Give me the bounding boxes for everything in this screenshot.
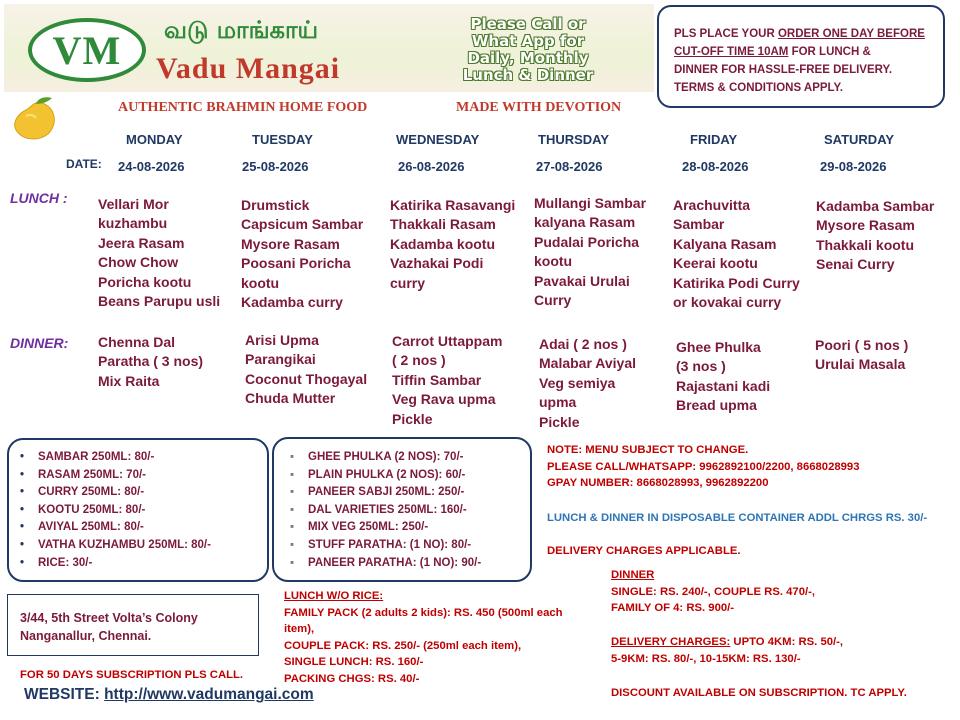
- menu-item: Keerai kootu: [673, 255, 758, 272]
- mango-icon: [8, 96, 64, 142]
- address-line: 3/44, 5th Street Volta’s Colony: [20, 611, 198, 625]
- lunch-monday: [98, 195, 220, 311]
- menu-item: Kadamba Sambar: [816, 198, 935, 214]
- address-box: [7, 594, 259, 656]
- menu-item: Sambar: [673, 216, 725, 233]
- list-item: • RICE: 30/-: [18, 555, 211, 573]
- lunch-wo-rice-title: LUNCH W/O RICE:: [284, 590, 384, 602]
- delivery-line: 5-9KM: RS. 80/-, 10-15KM: RS. 130/-: [611, 652, 801, 665]
- delivery-charges-block: [611, 634, 843, 667]
- dinner-monday: [98, 333, 203, 391]
- price-line: SINGLE: RS. 240/-, COUPLE RS. 470/-,: [611, 585, 816, 598]
- note-line: NOTE: MENU SUBJECT TO CHANGE.: [547, 444, 749, 456]
- menu-item: Katirika Rasavangi: [390, 197, 516, 213]
- lunch-friday: [673, 196, 800, 312]
- date-monday: 24-08-2026: [118, 159, 185, 174]
- day-saturday: SATURDAY: [824, 132, 895, 147]
- menu-item: Curry: [534, 292, 572, 309]
- list-item: ▪ MIX VEG 250ML: 250/-: [288, 519, 481, 537]
- price-line: FAMILY OF 4: RS. 900/-: [611, 602, 735, 614]
- menu-item: Malabar Aviyal: [539, 355, 637, 372]
- date-friday: 28-08-2026: [682, 159, 749, 174]
- day-monday: MONDAY: [126, 132, 183, 147]
- menu-item: Pudalai Poricha: [534, 233, 640, 250]
- menu-item: Capsicum Sambar: [241, 216, 364, 233]
- call-line: Lunch & Dinner: [462, 66, 594, 84]
- notice-emphasis: CUT-OFF TIME 10AM: [674, 46, 789, 58]
- list-item: ▪ PANEER SABJI 250ML: 250/-: [288, 484, 481, 502]
- menu-item: Chow Chow: [98, 254, 179, 271]
- list-item: • VATHA KUZHAMBU 250ML: 80/-: [18, 537, 211, 555]
- list-item: • KOOTU 250ML: 80/-: [18, 502, 211, 520]
- menu-item: ( 2 nos ): [392, 352, 446, 369]
- menu-item: Senai Curry: [816, 256, 895, 273]
- menu-item: Pickle: [539, 413, 580, 430]
- call-line: Please Call or: [470, 15, 586, 33]
- menu-item: kuzhambu: [98, 215, 168, 232]
- price-line: item),: [284, 623, 315, 635]
- website-line: [24, 686, 314, 704]
- delivery-charges-title: DELIVERY CHARGES:: [611, 636, 731, 648]
- lunch-saturday: [816, 197, 934, 275]
- date-saturday: 29-08-2026: [820, 159, 887, 174]
- menu-item: Poricha kootu: [98, 273, 192, 290]
- menu-item: Vellari Mor: [98, 196, 169, 212]
- menu-item: Veg semiya: [539, 374, 616, 391]
- lunch-wednesday: [390, 196, 515, 293]
- delivery-charge-text: UPTO 4KM: RS. 50/-,: [730, 636, 844, 648]
- list-item: ▪ STUFF PARATHA: (1 NO): 80/-: [288, 537, 481, 555]
- menu-item: upma: [539, 394, 577, 411]
- menu-item: curry: [390, 274, 426, 291]
- menu-item: Kadamba curry: [241, 294, 343, 311]
- menu-item: Poori ( 5 nos ): [815, 337, 909, 353]
- price-line: SINGLE LUNCH: RS. 160/-: [284, 656, 424, 668]
- menu-item: Bread upma: [676, 397, 757, 414]
- menu-item: Thakkali kootu: [816, 236, 915, 253]
- menu-item: Urulai Masala: [815, 356, 906, 373]
- menu-item: Veg Rava upma: [392, 391, 496, 408]
- menu-item: Kadamba kootu: [390, 235, 496, 252]
- notice-line: [674, 25, 933, 43]
- list-item: • CURRY 250ML: 80/-: [18, 484, 211, 502]
- addons-list-left: [18, 449, 211, 572]
- addons-list-right: [288, 449, 481, 572]
- list-item: ▪ PLAIN PHULKA (2 NOS): 60/-: [288, 467, 481, 485]
- list-item: • SAMBAR 250ML: 80/-: [18, 449, 211, 467]
- container-note: LUNCH & DINNER IN DISPOSABLE CONTAINER ADDL CHRGS RS. 30/-: [547, 512, 928, 524]
- dinner-thursday: [539, 335, 636, 432]
- list-item: ▪ DAL VARIETIES 250ML: 160/-: [288, 502, 481, 520]
- banner: [4, 4, 654, 92]
- menu-item: Paratha ( 3 nos): [98, 353, 204, 370]
- tagline-devotion: MADE WITH DEVOTION: [456, 100, 622, 115]
- call-line: What App for: [471, 32, 585, 50]
- dinner-friday: [676, 338, 770, 416]
- delivery-line: [611, 634, 843, 651]
- menu-item: Katirika Podi Curry: [673, 274, 800, 291]
- menu-item: Drumstick: [241, 197, 310, 213]
- notice-text: PLS PLACE YOUR: [674, 28, 778, 40]
- tamil-brand-name: வடு மாங்காய்: [164, 16, 319, 44]
- menu-item: Carrot Uttappam: [392, 333, 503, 349]
- day-friday: FRIDAY: [690, 132, 738, 147]
- call-banner-text: [440, 16, 616, 84]
- delivery-note: DELIVERY CHARGES APPLICABLE.: [547, 545, 741, 557]
- menu-item: Arisi Upma: [245, 332, 319, 348]
- lunch-label: LUNCH :: [10, 190, 68, 206]
- price-line: PACKING CHGS: RS. 40/-: [284, 672, 420, 685]
- list-item: ▪ PANEER PARATHA: (1 NO): 90/-: [288, 555, 481, 573]
- menu-item: Jeera Rasam: [98, 234, 185, 251]
- dinner-label: DINNER:: [10, 335, 69, 351]
- menu-item: kootu: [534, 253, 573, 270]
- price-line: COUPLE PACK: RS. 250/- (250ml each item),: [284, 639, 522, 652]
- date-wednesday: 26-08-2026: [398, 159, 465, 174]
- notice-emphasis: ORDER ONE DAY BEFORE: [777, 28, 925, 40]
- call-line: Daily, Monthly: [467, 49, 589, 67]
- dinner-tuesday: [245, 331, 367, 409]
- date-tuesday: 25-08-2026: [242, 159, 309, 174]
- menu-item: kalyana Rasam: [534, 214, 636, 231]
- menu-item: Mix Raita: [98, 372, 160, 389]
- menu-item: Kalyana Rasam: [673, 235, 777, 252]
- tagline-authentic: AUTHENTIC BRAHMIN HOME FOOD: [118, 100, 368, 115]
- dinner-wednesday: [392, 332, 502, 429]
- menu-item: Pickle: [392, 410, 433, 427]
- menu-item: (3 nos ): [676, 358, 726, 375]
- date-thursday: 27-08-2026: [536, 159, 603, 174]
- website-link[interactable]: http://www.vadumangai.com: [104, 686, 314, 703]
- menu-item: Rajastani kadi: [676, 377, 771, 394]
- website-label: WEBSITE:: [24, 686, 105, 703]
- menu-item: Parangikai: [245, 351, 316, 368]
- price-line: FAMILY PACK (2 adults 2 kids): RS. 450 (500ml each: [284, 606, 563, 619]
- notice-line: [674, 43, 933, 61]
- menu-item: Tiffin Sambar: [392, 371, 482, 388]
- lunch-thursday: [534, 194, 646, 310]
- menu-item: Vazhakai Podi: [390, 255, 484, 272]
- menu-item: kootu: [241, 274, 280, 291]
- dinner-prices-block: [611, 567, 815, 617]
- list-item: ▪ GHEE PHULKA (2 NOS): 70/-: [288, 449, 481, 467]
- menu-item: Adai ( 2 nos ): [539, 336, 627, 352]
- menu-item: Pavakai Urulai: [534, 272, 630, 289]
- note-line: GPAY NUMBER: 8668028993, 9962892200: [547, 477, 769, 489]
- menu-item: Mysore Rasam: [241, 235, 340, 252]
- discount-note: DISCOUNT AVAILABLE ON SUBSCRIPTION. TC APPLY.: [611, 687, 907, 699]
- list-item: • RASAM 250ML: 70/-: [18, 467, 211, 485]
- order-notice: [657, 5, 945, 108]
- address-line: Nanganallur, Chennai.: [20, 629, 152, 643]
- menu-item: Arachuvitta: [673, 197, 751, 213]
- day-tuesday: TUESDAY: [252, 132, 313, 147]
- dinner-saturday: [815, 336, 908, 375]
- menu-item: Chuda Mutter: [245, 390, 336, 407]
- menu-item: Mullangi Sambar: [534, 195, 647, 211]
- logo-text: VM: [52, 27, 122, 73]
- day-wednesday: WEDNESDAY: [396, 132, 480, 147]
- menu-item: or kovakai curry: [673, 294, 782, 311]
- brand-name: Vadu Mangai: [156, 52, 341, 85]
- menu-item: Chenna Dal: [98, 334, 176, 350]
- vm-logo: [28, 18, 146, 82]
- subscription-note: FOR 50 DAYS SUBSCRIPTION PLS CALL.: [20, 669, 244, 681]
- notes-block: [547, 442, 860, 492]
- dinner-prices-title: DINNER: [611, 569, 655, 581]
- lunch-wo-rice-block: [284, 588, 563, 687]
- menu-item: Thakkali Rasam: [390, 216, 496, 233]
- list-item: • AVIYAL 250ML: 80/-: [18, 519, 211, 537]
- note-line: PLEASE CALL/WHATSAPP: 9962892100/2200, 8668028993: [547, 460, 860, 473]
- day-thursday: THURSDAY: [538, 132, 610, 147]
- menu-item: Coconut Thogayal: [245, 370, 368, 387]
- notice-line: DINNER FOR HASSLE-FREE DELIVERY.: [674, 64, 893, 76]
- notice-line: TERMS & CONDITIONS APPLY.: [674, 82, 844, 94]
- menu-item: Beans Parupu usli: [98, 293, 221, 310]
- notice-text: FOR LUNCH &: [788, 46, 871, 58]
- date-label: DATE:: [66, 157, 102, 171]
- menu-item: Ghee Phulka: [676, 339, 761, 355]
- lunch-tuesday: [241, 196, 363, 312]
- menu-item: Poosani Poricha: [241, 255, 351, 272]
- menu-item: Mysore Rasam: [816, 217, 915, 234]
